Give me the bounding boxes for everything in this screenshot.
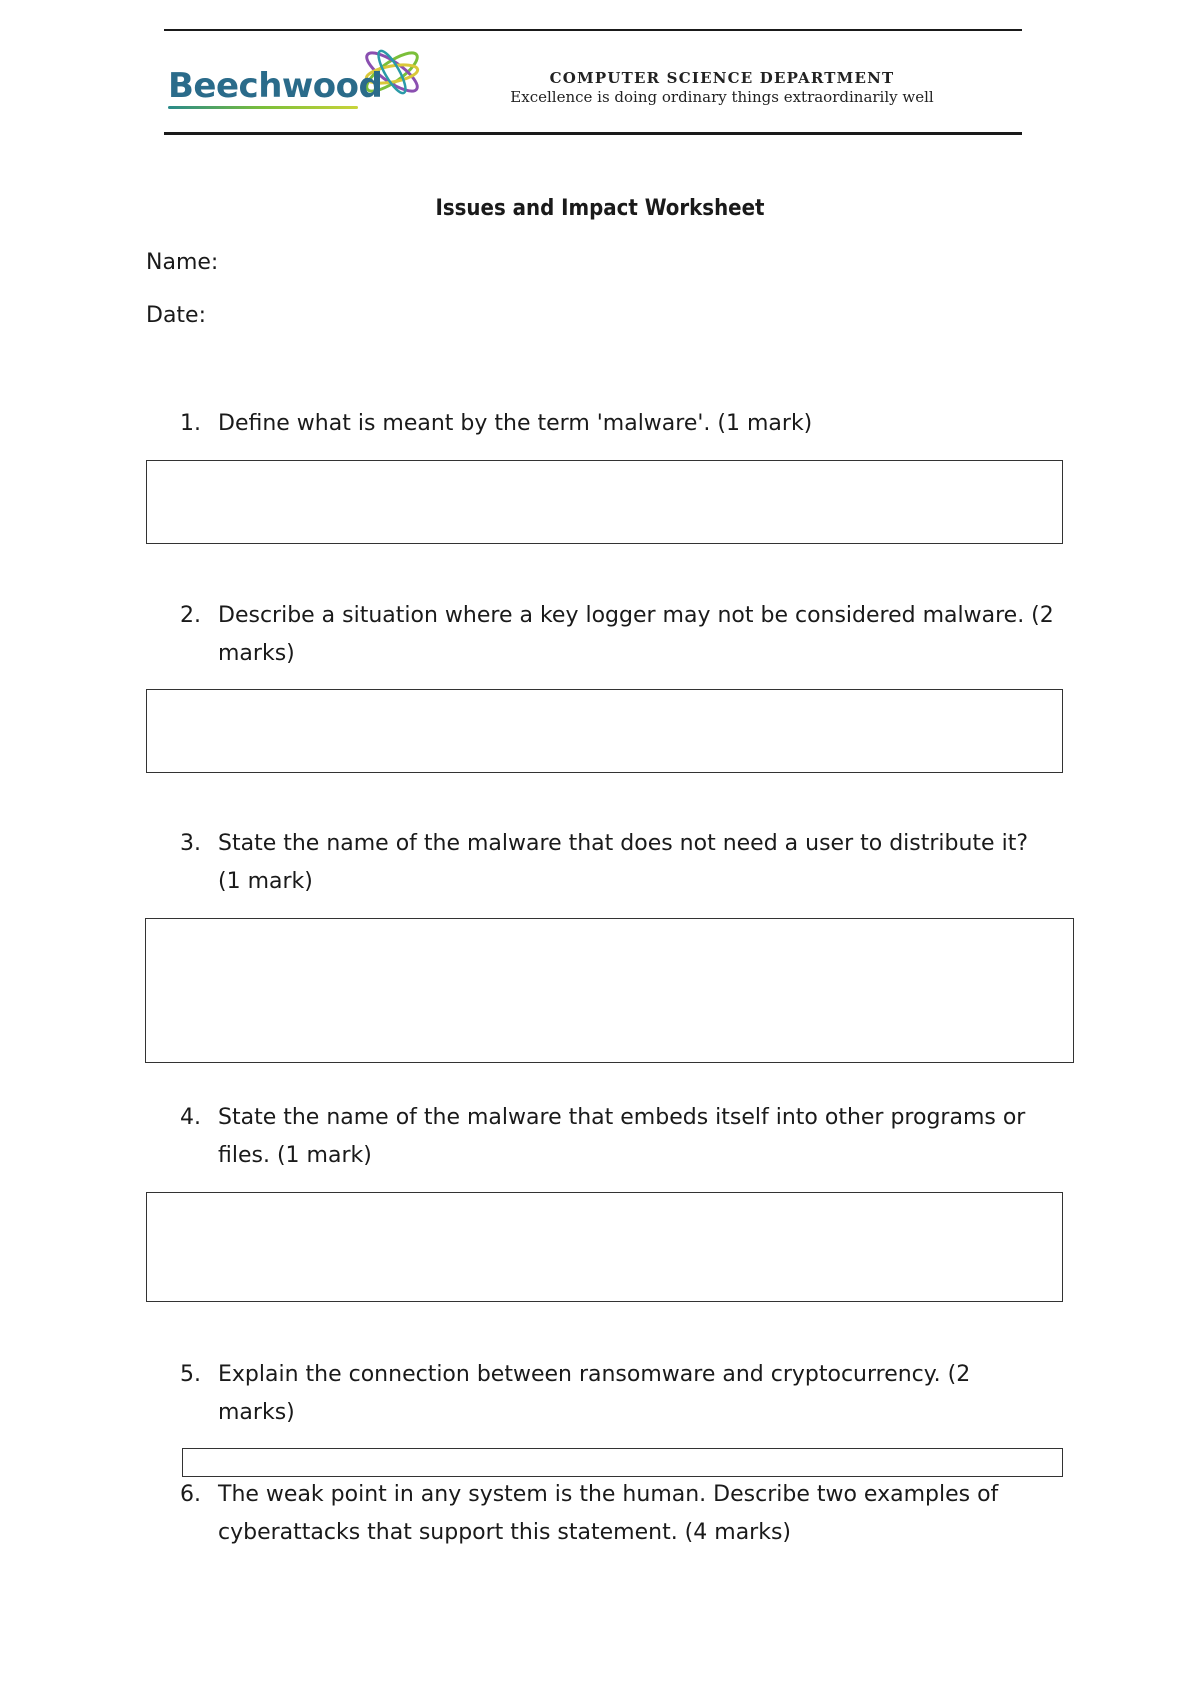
answer-box-4[interactable] <box>146 1192 1063 1302</box>
date-field-label: Date: <box>146 303 206 328</box>
question-6 <box>180 1476 1040 1552</box>
answer-box-1[interactable] <box>146 460 1063 544</box>
question-number: 3. <box>180 831 201 856</box>
name-field-label: Name: <box>146 250 219 275</box>
question-2 <box>180 597 1060 673</box>
department-title: COMPUTER SCIENCE DEPARTMENT <box>549 69 895 87</box>
question-5 <box>180 1356 1040 1432</box>
question-number: 4. <box>180 1105 201 1130</box>
question-number: 6. <box>180 1482 201 1507</box>
worksheet-title: Issues and Impact Worksheet <box>435 196 765 221</box>
question-number: 2. <box>180 603 201 628</box>
question-text: Define what is meant by the term 'malware'. (1 mark) <box>218 411 813 436</box>
question-text: Describe a situation where a key logger may not be considered malware. (2 marks) <box>218 603 1054 666</box>
header-top-rule <box>164 29 1022 31</box>
logo-underline <box>168 106 358 109</box>
question-text: The weak point in any system is the human. Describe two examples of cyberattacks that support this statement. (4 marks) <box>218 1482 999 1545</box>
question-number: 5. <box>180 1362 201 1387</box>
school-logo <box>166 44 426 114</box>
question-1 <box>180 405 1080 443</box>
question-number: 1. <box>180 411 201 436</box>
department-motto: Excellence is doing ordinary things extraordinarily well <box>510 88 934 106</box>
answer-box-3[interactable] <box>145 918 1074 1063</box>
question-text: State the name of the malware that embeds itself into other programs or files. (1 mark) <box>218 1105 1026 1168</box>
header-bottom-rule <box>164 132 1022 135</box>
question-text: Explain the connection between ransomware and cryptocurrency. (2 marks) <box>218 1362 971 1425</box>
logo-text: Beechwood <box>168 66 383 106</box>
answer-box-2[interactable] <box>146 689 1063 773</box>
question-text: State the name of the malware that does not need a user to distribute it? (1 mark) <box>218 831 1029 894</box>
question-3 <box>180 825 1040 901</box>
question-4 <box>180 1099 1040 1175</box>
answer-box-5[interactable] <box>182 1448 1063 1477</box>
